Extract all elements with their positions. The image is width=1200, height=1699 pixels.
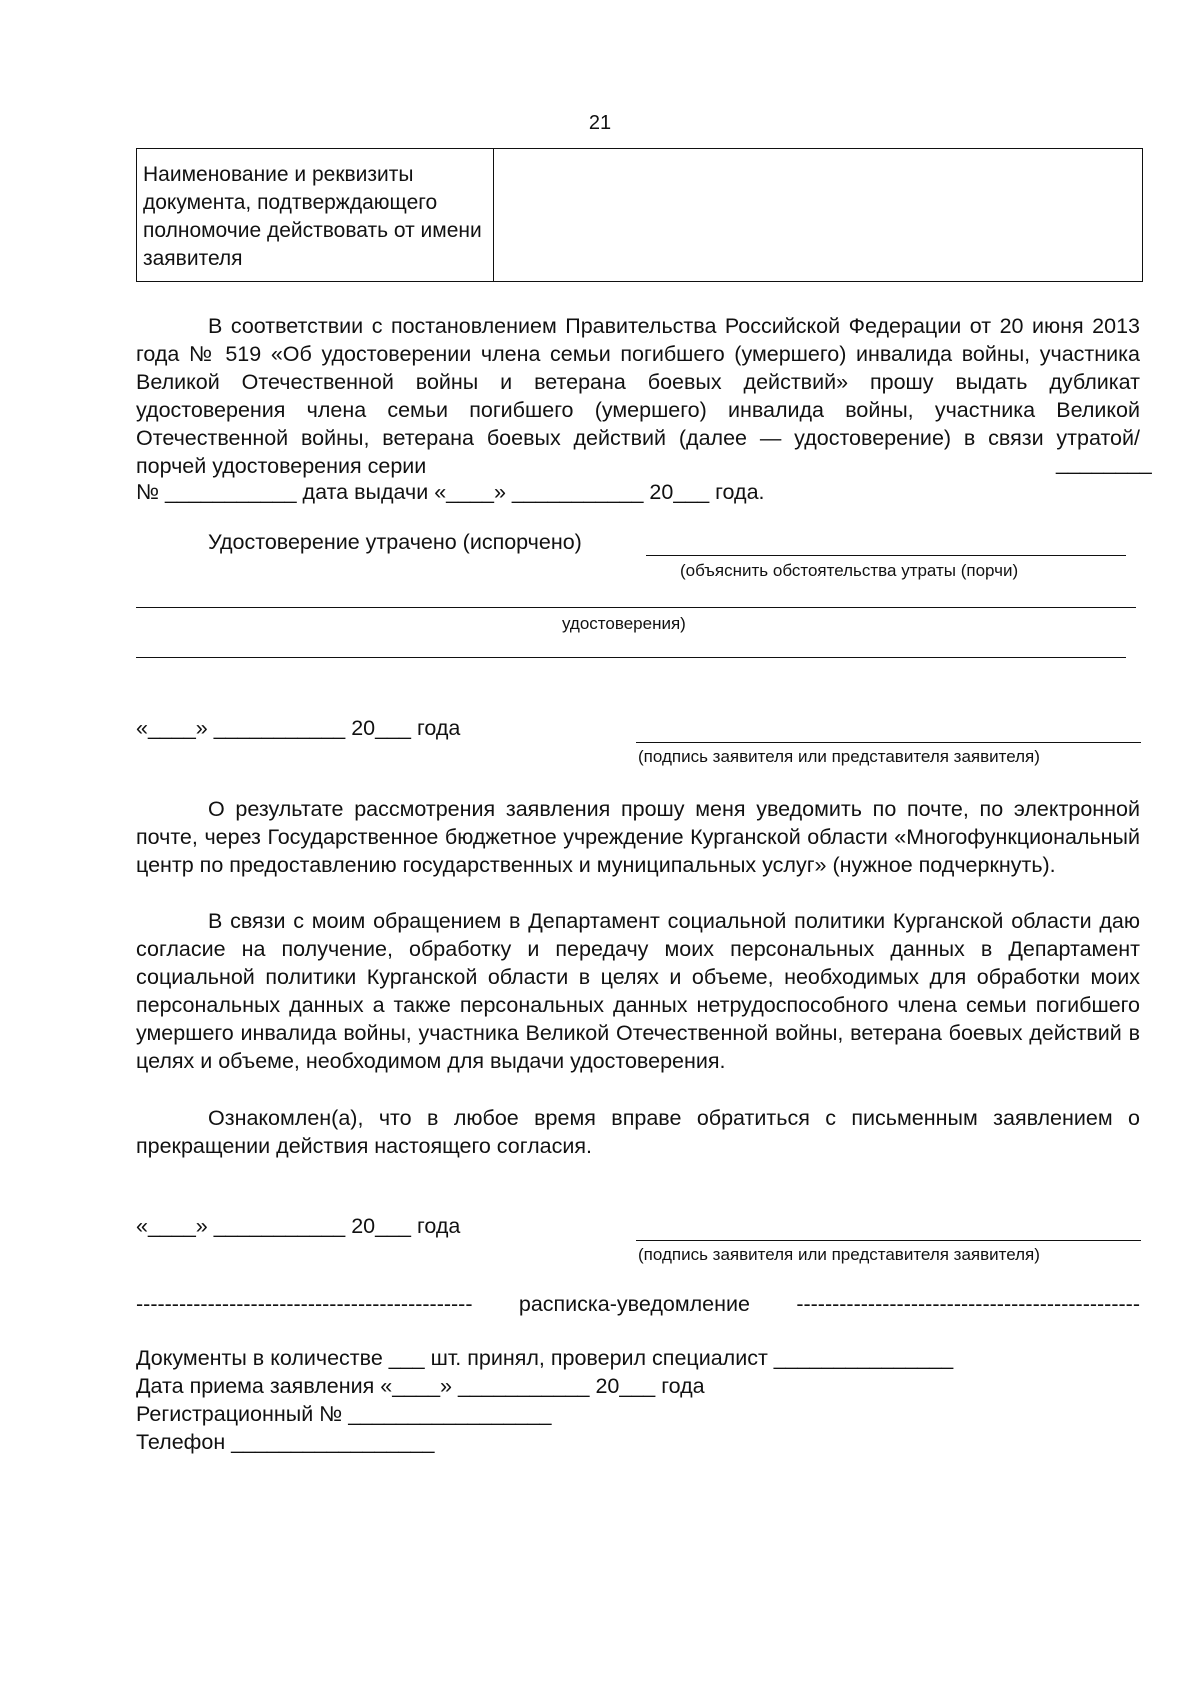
notification-paragraph: О результате рассмотрения заявления прошу меня уведомить по почте, по электронной почте, через Государственное бюджетное учреждение Курганской области «Многофункциональный центр по предоставлению государственных и муниципальных услуг» (нужное подчеркнуть). bbox=[136, 797, 1140, 877]
loss-hint-2: удостоверения) bbox=[562, 614, 686, 633]
receipt-date-line: Дата приема заявления «____» ___________ 20___ года bbox=[136, 1374, 705, 1398]
receipt-dashes-left: ----------------------------------------------- bbox=[136, 1292, 473, 1316]
number-date-line: № ___________ дата выдачи «____» ___________ 20___ года. bbox=[136, 480, 765, 504]
receipt-dashes-right: ------------------------------------------------ bbox=[796, 1292, 1140, 1316]
revocation-paragraph: Ознакомлен(а), что в любое время вправе обратиться с письменным заявлением о прекращении действия настоящего согласия. bbox=[136, 1106, 1140, 1158]
loss-reason-line-1 bbox=[646, 555, 1126, 556]
loss-reason-line-2 bbox=[136, 607, 1136, 608]
sign2-signature-line bbox=[636, 1240, 1141, 1241]
consent-paragraph: В связи с моим обращением в Департамент социальной политики Курганской области даю согласие на получение, обработку и передачу моих персональных данных в Департамент социальной политики Курганской области в целях и объеме, необходимых для обработки моих персональных данных а также персональных данных нетрудоспособного члена семьи погибшего умершего инвалида войны, участника Великой Отечественной войны, ветерана боевых действий в целях и объеме, необходимом для выдачи удостоверения. bbox=[136, 909, 1140, 1073]
sign1-caption: (подпись заявителя или представителя заявителя) bbox=[638, 747, 1040, 766]
receipt-documents-line: Документы в количестве ___ шт. принял, проверил специалист _______________ bbox=[136, 1346, 954, 1370]
receipt-registration-line: Регистрационный № _________________ bbox=[136, 1402, 552, 1426]
receipt-header bbox=[136, 1292, 1140, 1317]
sign1-date: «____» ___________ 20___ года bbox=[136, 716, 461, 740]
table-label-cell: Наименование и реквизиты документа, подтверждающего полномочие действовать от имени заявителя bbox=[137, 149, 494, 281]
request-paragraph: В соответствии с постановлением Правительства Российской Федерации от 20 июня 2013 года № 519 «Об удостоверении члена семьи погибшего (умершего) инвалида войны, участника Великой Отечественной войны и ветерана боевых действий» прошу выдать дубликат удостоверения члена семьи погибшего (умершего) инвалида войны, участника Великой Отечественной войны, ветерана боевых действий (далее — удостоверение) в связи утратой/порчей удостоверения серии bbox=[136, 314, 1140, 478]
loss-reason-line-3 bbox=[136, 657, 1126, 658]
receipt-title: расписка-уведомление bbox=[518, 1292, 750, 1316]
table-value-cell bbox=[494, 149, 1142, 281]
loss-hint-1: (объяснить обстоятельства утраты (порчи) bbox=[680, 561, 1019, 580]
receipt-phone-line: Телефон _________________ bbox=[136, 1430, 435, 1454]
page-number: 21 bbox=[588, 112, 612, 134]
sign1-signature-line bbox=[636, 742, 1141, 743]
sign2-caption: (подпись заявителя или представителя заявителя) bbox=[638, 1245, 1040, 1264]
loss-label: Удостоверение утрачено (испорчено) bbox=[208, 530, 582, 554]
representative-document-table bbox=[136, 148, 1143, 282]
series-blank: ________ bbox=[1056, 451, 1152, 475]
sign2-date: «____» ___________ 20___ года bbox=[136, 1214, 461, 1238]
